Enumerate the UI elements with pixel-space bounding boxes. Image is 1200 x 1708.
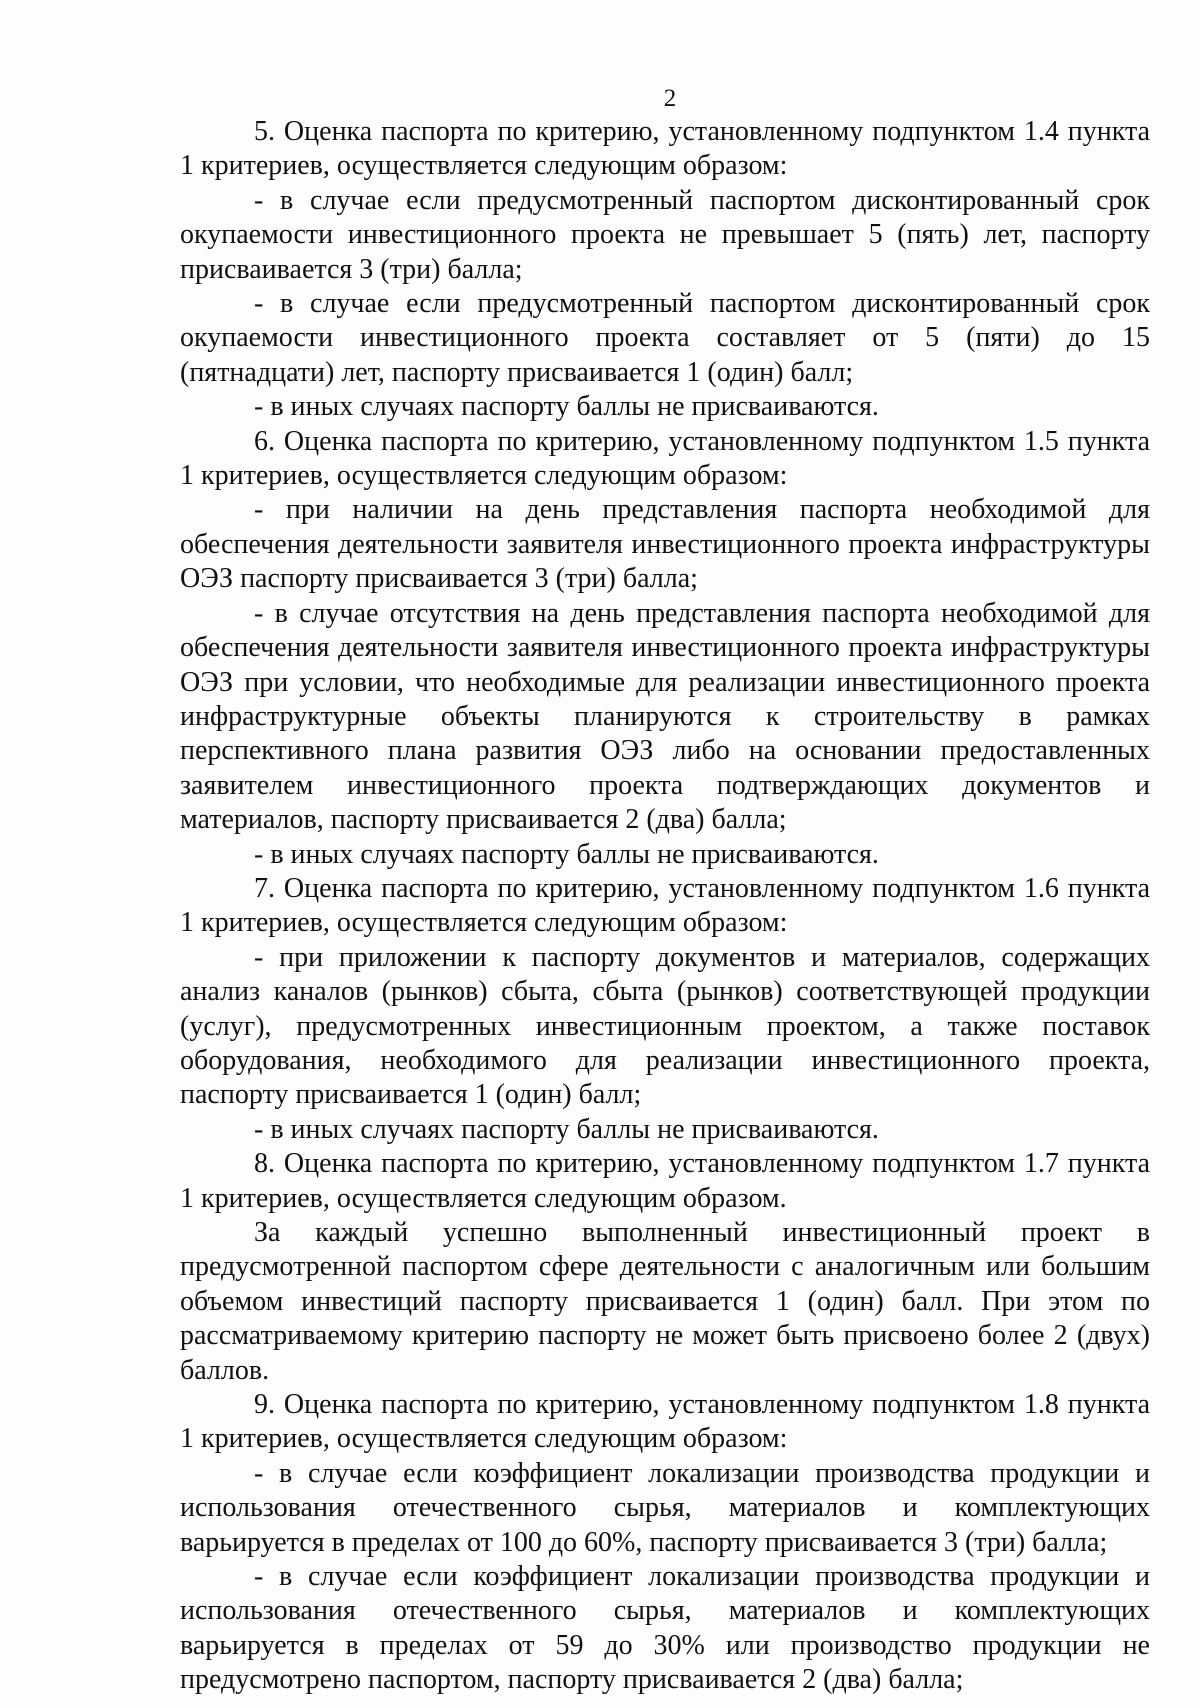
paragraph-6-item-1: - при наличии на день представления паспорта необходимой для обеспечения деятельности заявителя инвестиционного проекта инфраструктуры ОЭЗ паспорту присваивается 3 (три) балла; (180, 494, 1150, 595)
paragraph-9-intro: 9. Оценка паспорта по критерию, установленному подпунктом 1.8 пункта 1 критериев, осуществляется следующим образом: (180, 1389, 1150, 1455)
paragraph-7-intro: 7. Оценка паспорта по критерию, установленному подпунктом 1.6 пункта 1 критериев, осуществляется следующим образом: (180, 872, 1150, 939)
paragraph-5-item-1: - в случае если предусмотренный паспортом дисконтированный срок окупаемости инвестиционного проекта не превышает 5 (пять) лет, паспорту присваивается 3 (три) балла; (180, 184, 1150, 285)
paragraph-9-item-2: - в случае если коэффициент локализации производства продукции и использования отечественного сырья, материалов и комплектующих варьируется в пределах от 59 до 30% или производство продукции не предусмотрено паспортом, паспорту присваивается 2 (два) балла; (180, 1561, 1150, 1696)
page-number: 2 (663, 85, 677, 112)
paragraph-6-item-3: - в иных случаях паспорту баллы не присваиваются. (254, 838, 879, 870)
paragraph-9-item-1: - в случае если коэффициент локализации производства продукции и использования отечественного сырья, материалов и комплектующих варьируется в пределах от 100 до 60%, паспорту присваивается 3 (три) балла; (180, 1457, 1150, 1558)
paragraph-6-item-2: - в случае отсутствия на день представления паспорта необходимой для обеспечения деятельности заявителя инвестиционного проекта инфраструктуры ОЭЗ при условии, что необходимые для реализации инвестиционного проекта инфраструктурные объекты планируются к строительству в рамках перспективного плана развития ОЭЗ либо на основании предоставленных заявителем инвестиционного проекта подтверждающих документов и материалов, паспорту присваивается 2 (два) балла; (180, 597, 1150, 836)
paragraph-5-intro: 5. Оценка паспорта по критерию, установленному подпунктом 1.4 пункта 1 критериев, осуществляется следующим образом: (180, 116, 1150, 182)
paragraph-7-item-2: - в иных случаях паспорту баллы не присваиваются. (254, 1113, 879, 1145)
paragraph-8-intro: 8. Оценка паспорта по критерию, установленному подпунктом 1.7 пункта 1 критериев, осуществляется следующим образом. (180, 1148, 1150, 1214)
paragraph-8-body: За каждый успешно выполненный инвестиционный проект в предусмотренной паспортом сфере деятельности с аналогичным или большим объемом инвестиций паспорту присваивается 1 (один) балл. При этом по рассматриваемому критерию паспорту не может быть присвоено более 2 (двух) баллов. (180, 1217, 1150, 1386)
paragraph-5-item-3: - в иных случаях паспорту баллы не присваиваются. (254, 391, 879, 423)
paragraph-7-item-1: - при приложении к паспорту документов и материалов, содержащих анализ каналов (рынков) сбыта, сбыта (рынков) соответствующей продукции (услуг), предусмотренных инвестиционным проектом, а также поставок оборудования, необходимого для реализации инвестиционного проекта, паспорту присваивается 1 (один) балл; (180, 941, 1150, 1111)
paragraph-5-item-2: - в случае если предусмотренный паспортом дисконтированный срок окупаемости инвестиционного проекта составляет от 5 (пяти) до 15 (пятнадцати) лет, паспорту присваивается 1 (один) балл; (180, 288, 1150, 388)
document-body (180, 115, 1150, 1698)
paragraph-6-intro: 6. Оценка паспорта по критерию, установленному подпунктом 1.5 пункта 1 критериев, осуществляется следующим образом: (180, 425, 1150, 492)
